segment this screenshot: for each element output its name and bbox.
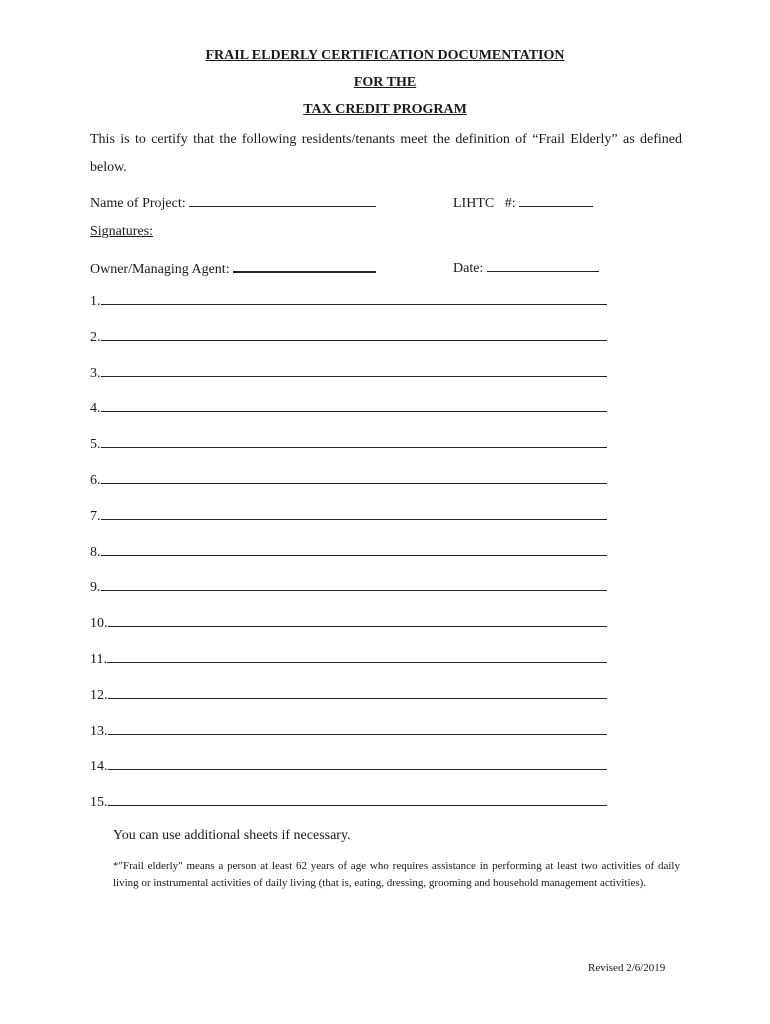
- signature-line[interactable]: [101, 507, 607, 520]
- signature-line[interactable]: [101, 543, 607, 556]
- signature-line[interactable]: [108, 757, 607, 770]
- signature-row: [90, 364, 607, 382]
- project-name-blank[interactable]: [189, 194, 376, 207]
- certification-statement: This is to certify that the following residents/tenants meet the definition of “Frail Elderly” as defined below.: [90, 132, 682, 175]
- signature-row: [90, 435, 607, 453]
- signature-row: [90, 471, 607, 489]
- signature-line[interactable]: [101, 399, 607, 412]
- row-number: 4.: [90, 401, 101, 417]
- signature-line[interactable]: [101, 328, 607, 341]
- project-name-label: Name of Project:: [90, 196, 186, 211]
- row-number: 3.: [90, 365, 101, 381]
- row-number: 15.: [90, 795, 108, 811]
- signature-row: [90, 578, 607, 596]
- signature-line[interactable]: [101, 364, 607, 377]
- signature-row: [90, 793, 607, 811]
- additional-sheets-note: You can use additional sheets if necessary.: [113, 828, 351, 843]
- row-number: 2.: [90, 329, 101, 345]
- date-label: Date:: [453, 261, 484, 276]
- row-number: 12.: [90, 687, 108, 703]
- signature-row: [90, 650, 607, 668]
- document-subtitle-for-the: FOR THE: [353, 75, 417, 90]
- signature-row: [90, 292, 607, 310]
- row-number: 14.: [90, 759, 108, 775]
- signature-line[interactable]: [108, 686, 607, 699]
- lihtc-number-blank[interactable]: [519, 194, 593, 207]
- row-number: 10.: [90, 616, 108, 632]
- row-number: 8.: [90, 544, 101, 560]
- signature-line[interactable]: [101, 435, 607, 448]
- signature-line[interactable]: [101, 578, 607, 591]
- signature-row: [90, 399, 607, 417]
- signature-row: [90, 543, 607, 561]
- signature-line[interactable]: [108, 614, 607, 627]
- signature-row: [90, 507, 607, 525]
- row-number: 7.: [90, 508, 101, 524]
- signature-line[interactable]: [107, 650, 607, 663]
- lihtc-number-field: [453, 194, 593, 212]
- signature-row: [90, 614, 607, 632]
- lihtc-number-label: LIHTC #:: [453, 196, 516, 211]
- row-number: 11.: [90, 652, 107, 667]
- signature-line[interactable]: [108, 793, 607, 806]
- owner-agent-blank[interactable]: [233, 259, 376, 273]
- signatures-heading: Signatures:: [90, 224, 153, 239]
- date-field: [453, 259, 599, 277]
- signature-line[interactable]: [101, 292, 607, 305]
- signature-row: [90, 328, 607, 346]
- signature-line[interactable]: [101, 471, 607, 484]
- owner-agent-label: Owner/Managing Agent:: [90, 262, 230, 277]
- document-title: FRAIL ELDERLY CERTIFICATION DOCUMENTATION: [205, 48, 565, 63]
- signature-line[interactable]: [108, 722, 607, 735]
- row-number: 6.: [90, 473, 101, 488]
- row-number: 9.: [90, 580, 101, 596]
- owner-agent-field: [90, 259, 376, 278]
- row-number: 5.: [90, 437, 101, 453]
- document-subtitle-program: TAX CREDIT PROGRAM: [303, 102, 467, 117]
- project-name-field: [90, 194, 376, 212]
- revision-date: Revised 2/6/2019: [588, 962, 666, 974]
- row-number: 1.: [90, 294, 101, 309]
- signature-row: [90, 686, 607, 704]
- row-number: 13.: [90, 723, 108, 739]
- date-blank[interactable]: [487, 259, 599, 272]
- frail-elderly-definition: *"Frail elderly" means a person at least 62 years of age who requires assistance in performing at least two activities of daily living or instrumental activities of daily living (that is, eating, dressing, grooming and household management activities).: [113, 860, 680, 889]
- signature-row: [90, 757, 607, 775]
- signature-row: [90, 722, 607, 740]
